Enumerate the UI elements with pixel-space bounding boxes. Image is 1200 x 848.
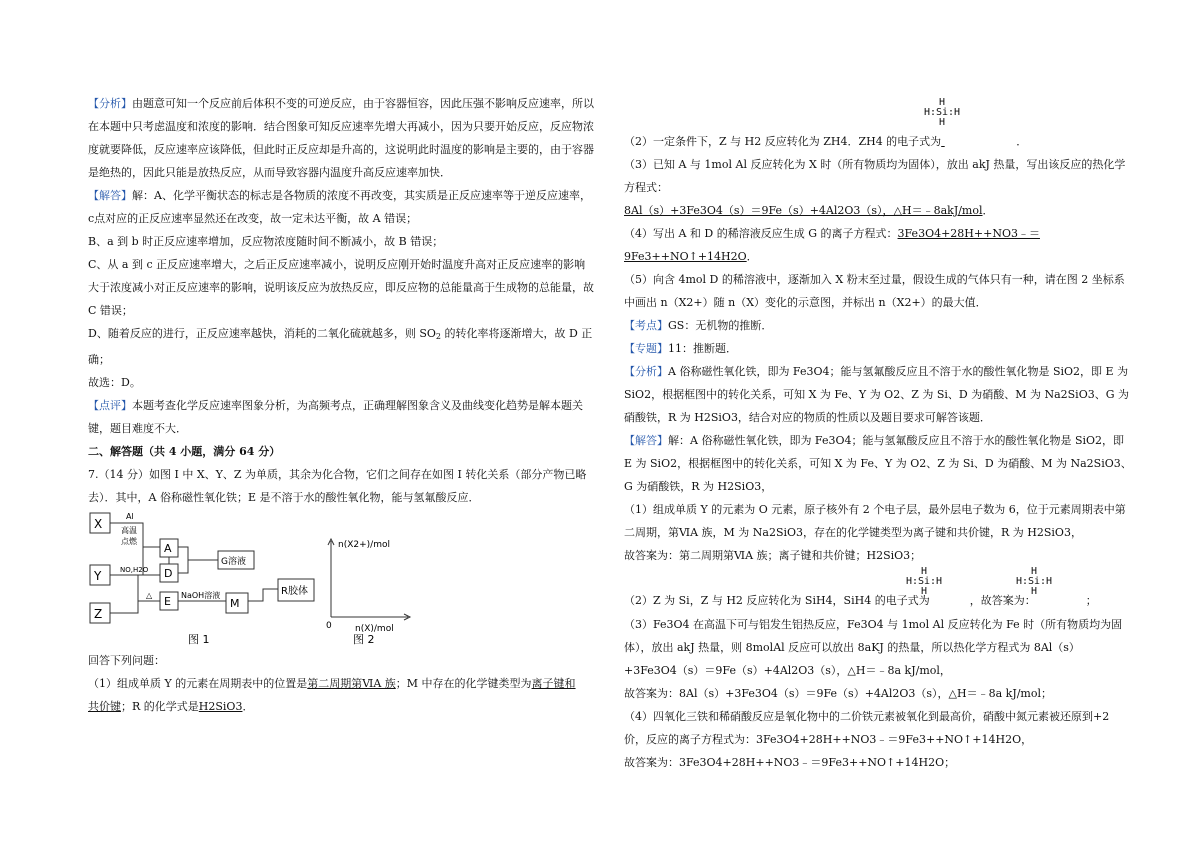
a3-paragraph: （3）Fe3O4 在高温下可与铝发生铝热反应，Fe3O4 与 1mol Al 反应转化为 Fe 时（所有物质均为固体），放出 akJ 热量，则 8molAl 反应可以放出 8aKJ 的热量，所以热化学方程式为 8Al（s）+3Fe3O4（s）＝9Fe（s）+4Al2O3（s），△H＝﹣8a kJ/mol，	[624, 618, 1123, 677]
section-title: 二、解答题（共 4 小题，满分 64 分）	[88, 445, 281, 458]
fig1-naoh: NaOH溶液	[181, 591, 221, 600]
fig1-g: G溶液	[221, 557, 246, 567]
fig2-caption: 图 2	[353, 633, 375, 646]
fig1-r: R胶体	[281, 586, 308, 597]
a2-line	[624, 586, 1097, 612]
fig1-no-h2o: NO,H2O	[120, 566, 149, 574]
q2-line: （2）一定条件下，Z 与 H2 反应转化为 ZH4．ZH4 的电子式为 ．	[624, 135, 1028, 148]
comment-text: 本题考查化学反应速率图象分析，为高频考点，正确理解图象含义及曲线变化趋势是解本题关键，题目难度不大．	[88, 399, 583, 435]
kaodian-line	[624, 314, 1132, 337]
q2-text: （2）一定条件下，Z 与 H2 反应转化为 ZH4．ZH4 的电子式为	[624, 135, 942, 148]
fig1-gaowen: 高温	[121, 526, 137, 535]
lewis-a2-h-top: H	[920, 566, 928, 577]
jieda-paragraph	[624, 429, 1132, 498]
comment-tag: 【点评】	[88, 399, 132, 412]
lewis-a2-center: H:Si:H	[905, 576, 943, 587]
left-column	[88, 92, 595, 718]
right-column	[624, 96, 1132, 774]
kaodian-text: GS：无机物的推断．	[668, 319, 773, 332]
q1-end: ．	[242, 700, 254, 713]
fig1-a: A	[164, 542, 172, 555]
fig1-al: Al	[126, 512, 134, 521]
analysis-text: 由题意可知一个反应前后体积不变的可逆反应，由于容器恒容，因此压强不影响反应速率，所以在本题中只考虑温度和浓度的影响．结合图象可知反应速率先增大再减小，因为只要开始反应，反应物浓度就要降低，反应速率应该降低，但此时正反应却是升高的，这说明此时温度的影响是主要的，由于容器是绝热的，因此只能是放热反应，从而导致容器内温度升高反应速率加快．	[88, 97, 594, 179]
q1-answer-2a: 离子键和	[531, 677, 576, 690]
fenxi-text: A 俗称磁性氧化铁，即为 Fe3O4；能与氢氟酸反应且不溶于水的酸性氧化物是 SiO2，即 E 为 SiO2，根据框图中的转化关系，可知 X 为 Fe、Y 为 O2、Z 为 Si、D 为硝酸、M 为 Na2SiO3、G 为硝酸铁，R 为 H2SiO3，结合对应的物质的性质以及题目要求可解答该题．	[624, 365, 1129, 424]
answer-d-pre: D、随着反应的进行，正反应速率越快，消耗的二氧化硫就越多，则 SO	[88, 327, 436, 340]
a3-answer: 故答案为：8Al（s）+3Fe3O4（s）＝9Fe（s）+4Al2O3（s），△H＝﹣8a kJ/mol；	[624, 687, 1052, 700]
a1-answer: 故答案为：第二周期第ⅥA 族；离子键和共价键；H2SiO3；	[624, 549, 922, 562]
answer-choice: 故选：D。	[88, 376, 141, 389]
lewis-a2b-h-top: H	[1030, 566, 1038, 577]
q1-line-2	[88, 695, 595, 718]
answer-c-text: C、从 a 到 c 正反应速率增大，之后正反应速率减小，说明反应刚开始时温度升高对正反应速率的影响大于浓度减小对正反应速率的影响，说明该反应为放热反应，即反应物的总能量高于生成物的总能量，故 C 错误；	[88, 258, 594, 317]
q1-answer-3: H2SiO3	[198, 700, 243, 713]
lewis-a2b-center: H:Si:H	[1015, 576, 1053, 587]
q1-line	[88, 672, 595, 695]
q4-line: （4）写出 A 和 D 的稀溶液反应生成 G 的离子方程式：3Fe3O4+28H++NO3﹣＝9Fe3++NO↑+14H2O．	[624, 227, 1040, 263]
fig1-caption: 图 1	[188, 633, 210, 646]
zhuanti-text: 11：推断题．	[668, 342, 737, 355]
lewis-h-bottom: H	[938, 117, 946, 128]
q3-line: （3）已知 A 与 1mol Al 反应转化为 X 时（所有物质均为固体），放出 akJ 热量，写出该反应的热化学方程式：	[624, 158, 1126, 194]
lewis-h-top: H	[938, 97, 946, 108]
q1-answer-2b: 共价键	[88, 700, 121, 713]
a1-paragraph: （1）组成单质 Y 的元素为 O 元素，原子核外有 2 个电子层，最外层电子数为 6，位于元素周期表中第二周期，第ⅥA 族，M 为 Na2SiO3，存在的化学键类型为离子键和共价键，R 为 H2SiO3，	[624, 503, 1126, 539]
fig1-x: X	[94, 517, 103, 531]
fenxi-tag: 【分析】	[624, 365, 668, 378]
comment-paragraph	[88, 394, 595, 440]
a2-mid: ，故答案为：	[969, 594, 1036, 607]
q3-answer-text: 8Al（s）+3Fe3O4（s）＝9Fe（s）+4Al2O3（s），△H＝﹣8akJ/mol	[624, 204, 983, 217]
fig1-m: M	[230, 597, 240, 610]
q3-answer: 8Al（s）+3Fe3O4（s）＝9Fe（s）+4Al2O3（s），△H＝﹣8akJ/mol．	[624, 204, 994, 217]
figures-area	[88, 509, 595, 649]
q5-line: （5）向含 4mol D 的稀溶液中，逐渐加入 X 粉末至过量，假设生成的气体只有一种，请在图 2 坐标系中画出 n（X2+）随 n（X）变化的示意图，并标出 n（X2+）的最大值．	[624, 273, 1125, 309]
fig1-z: Z	[94, 607, 103, 621]
fig1-d: D	[164, 567, 173, 580]
fig1-delta: △	[146, 591, 153, 600]
zhuanti-tag: 【专题】	[624, 342, 668, 355]
fig1-e: E	[164, 595, 171, 608]
answer-d-paragraph	[88, 322, 595, 371]
kaodian-tag: 【考点】	[624, 319, 668, 332]
answer-b-text: B、a 到 b 时正反应速率增加，反应物浓度随时间不断减小，故 B 错误；	[88, 235, 444, 248]
analysis-tag: 【分析】	[88, 97, 132, 110]
fig1-dianran: 点燃	[121, 537, 137, 546]
a4-answer: 故答案为：3Fe3O4+28H++NO3﹣＝9Fe3++NO↑+14H2O；	[624, 756, 956, 769]
lewis-structure-top	[922, 98, 962, 128]
q1-answer-1: 第二周期第ⅥA 族	[307, 677, 396, 690]
jieda-text: 解：A 俗称磁性氧化铁，即为 Fe3O4；能与氢氟酸反应且不溶于水的酸性氧化物是 SiO2，即 E 为 SiO2，根据框图中的转化关系，可知 X 为 Fe、Y 为 O2、Z 为 Si、D 为硝酸、M 为 Na2SiO3、G 为硝酸铁，R 为 H2SiO3，	[624, 434, 1132, 493]
answer-paragraph-a	[88, 184, 595, 230]
lewis-a2b-h-bottom: H	[1030, 586, 1038, 597]
answer-prompt: 回答下列问题：	[88, 654, 165, 667]
fig2-origin: 0	[326, 621, 332, 631]
fig2-xlabel: n(X)/mol	[355, 624, 394, 634]
analysis-paragraph	[88, 92, 595, 184]
q1-mid2: ；R 的化学式是	[121, 700, 199, 713]
question-7-stem: 7.（14 分）如图 I 中 X、Y、Z 为单质，其余为化合物，它们之间存在如图 I 转化关系（部分产物已略去）．其中，A 俗称磁性氧化铁；E 是不溶于水的酸性氧化物，能与氢氟酸反应．	[88, 468, 587, 504]
figure-1-diagram	[88, 509, 595, 649]
answer-tag: 【解答】	[88, 189, 132, 202]
lewis-center: H:Si:H	[923, 107, 961, 118]
fig1-y: Y	[94, 569, 102, 583]
zhuanti-line	[624, 337, 1132, 360]
q4-answer-text: 3Fe3O4+28H++NO3﹣＝9Fe3++NO↑+14H2O	[624, 227, 1040, 263]
fig2-ylabel: n(X2+)/mol	[338, 540, 390, 550]
a4-paragraph: （4）四氧化三铁和稀硝酸反应是氧化物中的二价铁元素被氧化到最高价，硝酸中氮元素被还原到+2 价，反应的离子方程式为：3Fe3O4+28H++NO3﹣＝9Fe3++NO↑+14H2O，	[624, 710, 1110, 746]
a2-end: ；	[1085, 594, 1097, 607]
q4-text: （4）写出 A 和 D 的稀溶液反应生成 G 的离子方程式：	[624, 227, 898, 240]
a2-block	[624, 567, 1132, 613]
answer-d-post: 的转化率将逐渐增大，故 D 正确；	[88, 327, 593, 366]
a2-pre: （2）Z 为 Si，Z 与 H2 反应转化为 SiH4，SiH4 的电子式为	[624, 594, 930, 607]
answer-a-text: 解：A、化学平衡状态的标志是各物质的浓度不再改变，其实质是正反应速率等于逆反应速率，c点对应的正反应速率显然还在改变，故一定未达平衡，故 A 错误；	[88, 189, 591, 225]
q1-pre: （1）组成单质 Y 的元素在周期表中的位置是	[88, 677, 308, 690]
answer-d-sub: 2	[435, 332, 441, 341]
jieda-tag: 【解答】	[624, 434, 668, 447]
fenxi-paragraph	[624, 360, 1132, 429]
q1-mid: ；M 中存在的化学键类型为	[395, 677, 532, 690]
lewis-a2-h-bottom: H	[920, 586, 928, 597]
